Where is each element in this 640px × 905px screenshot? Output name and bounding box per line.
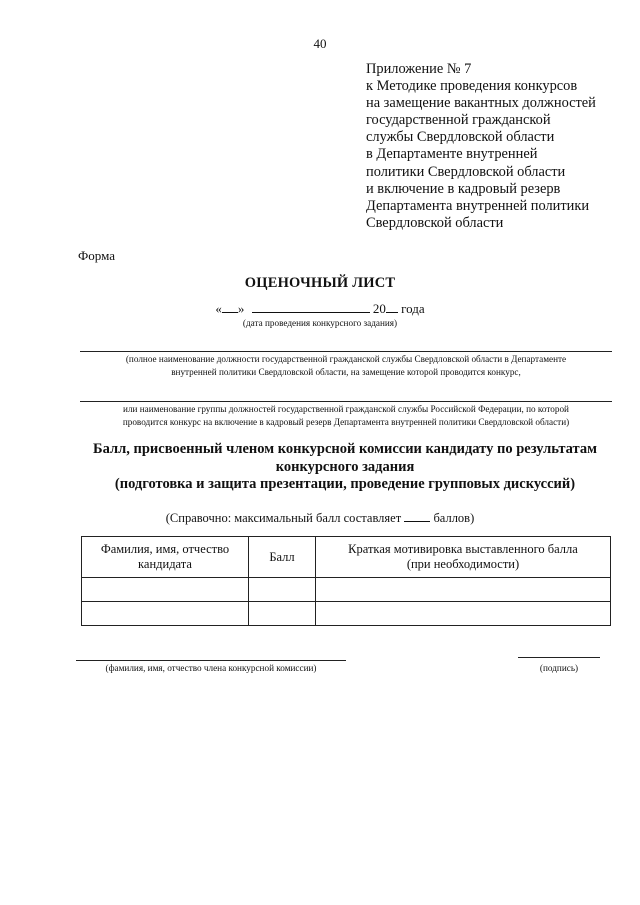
signature-line[interactable] (518, 657, 600, 658)
member-name-caption: (фамилия, имя, отчество члена конкурсной комиссии) (105, 663, 317, 673)
header-candidate-name-line: кандидата (138, 557, 192, 571)
month-blank[interactable] (252, 302, 370, 313)
header-candidate-name-line: Фамилия, имя, отчество (100, 542, 230, 556)
reference-note (0, 511, 640, 526)
candidate-name-cell[interactable] (82, 578, 249, 602)
score-heading-line: Балл, присвоенный членом конкурсной комиссии кандидату по результатам (93, 441, 597, 457)
position-caption-line: внутренней политики Свердловской области, на замещение которой проводится конкурс, (171, 366, 521, 377)
header-candidate-name (82, 537, 249, 578)
score-table (81, 536, 611, 626)
group-line[interactable] (80, 401, 612, 402)
appendix-block (366, 61, 636, 232)
date-open-quote: « (215, 301, 222, 316)
table-row (82, 602, 611, 626)
table-header-row (82, 537, 611, 578)
reason-cell[interactable] (316, 602, 611, 626)
max-score-blank[interactable] (404, 511, 430, 522)
date-line (0, 301, 640, 317)
date-caption: (дата проведения конкурсного задания) (242, 318, 398, 328)
appendix-line: государственной гражданской (366, 112, 551, 129)
signature-caption: (подпись) (539, 663, 579, 673)
appendix-line: на замещение вакантных должностей (366, 95, 596, 112)
page-number: 40 (313, 36, 327, 51)
header-reason-line: (при необходимости) (406, 557, 520, 571)
group-caption-line: проводится конкурс на включение в кадровый резерв Департамента внутренней политики Свердловской области) (122, 416, 570, 427)
appendix-line: в Департаменте внутренней (366, 146, 538, 163)
header-reason-line: Краткая мотивировка выставленного балла (348, 542, 578, 556)
date-close-quote: » (237, 301, 245, 316)
group-caption (80, 403, 612, 428)
form-label: Форма (78, 248, 115, 263)
year-prefix: 20 (372, 301, 386, 316)
reason-cell[interactable] (316, 578, 611, 602)
year-blank[interactable] (386, 302, 398, 313)
score-cell[interactable] (249, 602, 316, 626)
position-caption-line: (полное наименование должности государственной гражданской службы Свердловской области в Департаменте (125, 354, 567, 364)
group-caption-line: или наименование группы должностей государственной гражданской службы Российской Федерации, по которой (123, 404, 569, 414)
header-reason (316, 537, 611, 578)
appendix-line: и включение в кадровый резерв (366, 180, 561, 197)
candidate-name-cell[interactable] (82, 602, 249, 626)
day-blank[interactable] (222, 302, 238, 313)
score-cell[interactable] (249, 578, 316, 602)
appendix-line: политики Свердловской области (366, 163, 566, 180)
table-row (82, 578, 611, 602)
score-heading (70, 441, 620, 494)
reference-note-suffix: баллов) (433, 511, 475, 525)
score-heading-line: (подготовка и защита презентации, проведение групповых дискуссий) (114, 476, 576, 492)
score-heading-line: конкурсного задания (275, 458, 415, 475)
appendix-line: Департамента внутренней политики (366, 197, 590, 214)
appendix-line: службы Свердловской области (366, 129, 555, 146)
year-suffix: года (401, 301, 425, 316)
header-score: Балл (249, 537, 316, 578)
position-line[interactable] (80, 351, 612, 352)
appendix-line: к Методике проведения конкурсов (366, 78, 578, 95)
appendix-line: Свердловской области (366, 214, 504, 231)
position-caption (80, 353, 612, 378)
appendix-line: Приложение № 7 (366, 61, 472, 77)
document-title: ОЦЕНОЧНЫЙ ЛИСТ (244, 275, 396, 291)
reference-note-prefix: (Справочно: максимальный балл составляет (165, 511, 402, 525)
member-name-line[interactable] (76, 660, 346, 661)
